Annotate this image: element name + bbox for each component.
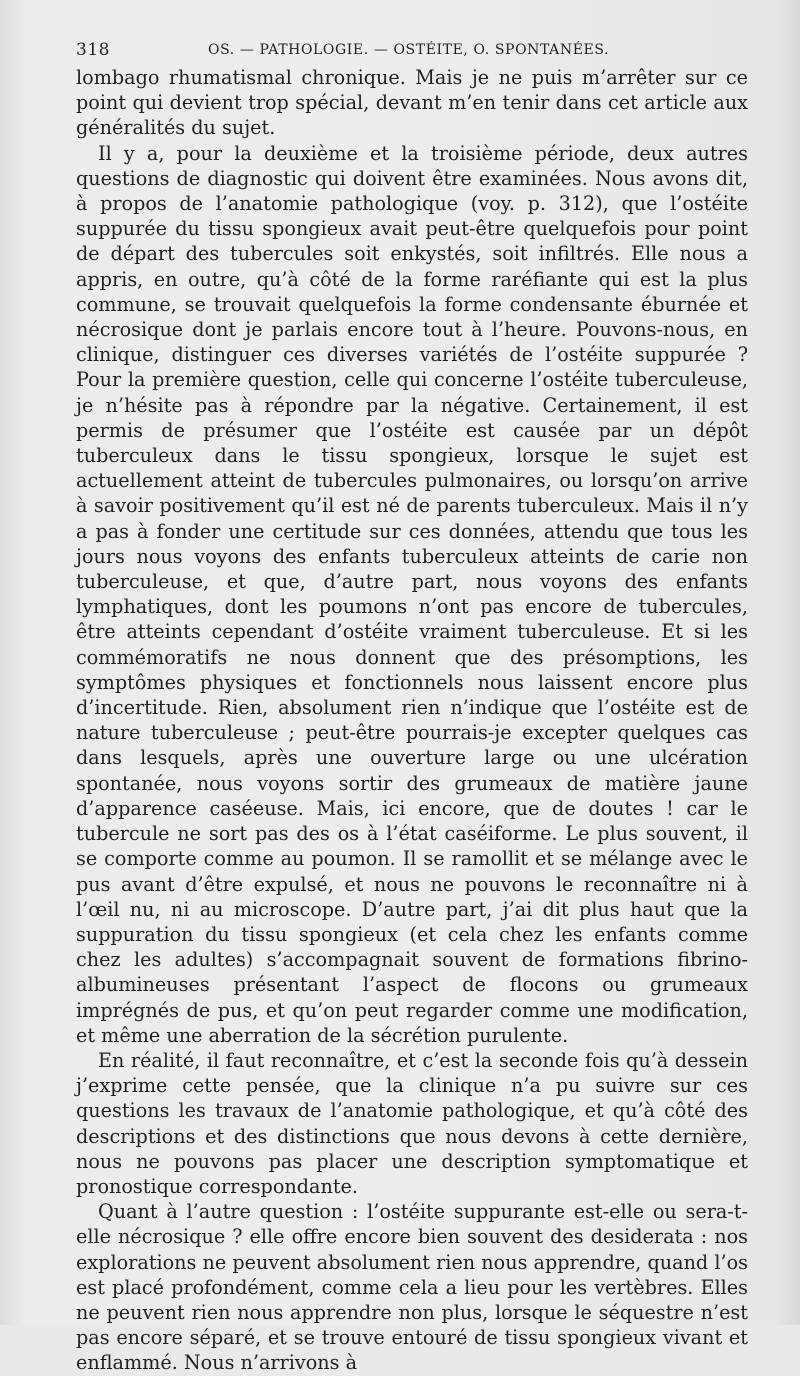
running-head: OS. — PATHOLOGIE. — OSTÉITE, O. SPONTANÉES. <box>208 42 610 58</box>
paragraph-1: lombago rhumatismal chronique. Mais je ne puis m’arrêter sur ce point qui devient trop spécial, devant m’en tenir dans cet article aux généralités du sujet. <box>76 66 748 140</box>
paragraph-2: Il y a, pour la deuxième et la troisième période, deux autres questions de diagnostic qui doivent être examinées. Nous avons dit, à propos de l’anatomie pathologique (voy. p. 312), que l’ostéite suppurée du tissu spongieux avait peut-être quelquefois pour point de départ des tubercules soit enkystés, soit infiltrés. Elle nous a appris, en outre, qu’à côté de la forme raréfiante qui est la plus commune, se trouvait quelquefois la forme condensante éburnée et nécrosique dont je parlais encore tout à l’heure. Pouvons-nous, en clinique, distinguer ces diverses variétés de l’ostéite suppurée ? Pour la première question, celle qui concerne l’ostéite tuberculeuse, je n’hésite pas à répondre par la négative. Certainement, il est permis de présumer que l’ostéite est causée par un dépôt tuberculeux dans le tissu spongieux, lorsque le sujet est actuellement atteint de tubercules pulmonaires, ou lorsqu’on arrive à savoir positivement qu’il est né de parents tuberculeux. Mais il n’y a pas à fonder une certitude sur ces données, attendu que tous les jours nous voyons des enfants tuberculeux atteints de carie non tuberculeuse, et que, d’autre part, nous voyons des enfants lymphatiques, dont les poumons n’ont pas encore de tubercules, être atteints cependant d’ostéite vraiment tuberculeuse. Et si les commémoratifs ne nous donnent que des présomptions, les symptômes physiques et fonctionnels nous laissent encore plus d’incertitude. Rien, absolument rien n’indique que l’ostéite est de nature tuberculeuse ; peut-être pourrais-je excepter quelques cas dans lesquels, après une ouverture large ou une ulcération spontanée, nous voyons sortir des grumeaux de matière jaune d’apparence caséeuse. Mais, ici encore, que de doutes ! car le tubercule ne sort pas des os à l’état caséiforme. Le plus souvent, il se comporte comme au poumon. Il se ramollit et se mélange avec le pus avant d’être expulsé, et nous ne pouvons le reconnaître ni à l’œil nu, ni au microscope. D’autre part, j’ai dit plus haut que la suppuration du tissu spongieux (et cela chez les enfants comme chez les adultes) s’accompagnait souvent de formations fibrino-albumineuses présentant l’aspect de flocons ou grumeaux imprégnés de pus, et qu’on peut regarder comme une modification, et même une aberration de la sécrétion purulente. <box>76 141 748 1047</box>
body-text <box>76 65 748 1376</box>
paragraph-3: En réalité, il faut reconnaître, et c’est la seconde fois qu’à dessein j’exprime cette pensée, que la clinique n’a pu suivre sur ces questions les travaux de l’anatomie pathologique, et qu’à côté des descriptions et des distinctions que nous devons à cette dernière, nous ne pouvons pas placer une description symptomatique et pronostique correspondante. <box>76 1048 748 1198</box>
paragraph-4: Quant à l’autre question : l’ostéite suppurante est-elle ou sera-t-elle nécrosique ? elle offre encore bien souvent des desiderata : nos explorations ne peuvent absolument rien nous apprendre, quand l’os est placé profondément, comme cela a lieu pour les vertèbres. Elles ne peuvent rien nous apprendre non plus, lorsque le séquestre n’est pas encore séparé, et se trouve entouré de tissu spongieux vivant et enflammé. Nous n’arrivons à <box>76 1200 748 1375</box>
page-header <box>76 40 748 64</box>
page-number: 318 <box>76 40 110 60</box>
